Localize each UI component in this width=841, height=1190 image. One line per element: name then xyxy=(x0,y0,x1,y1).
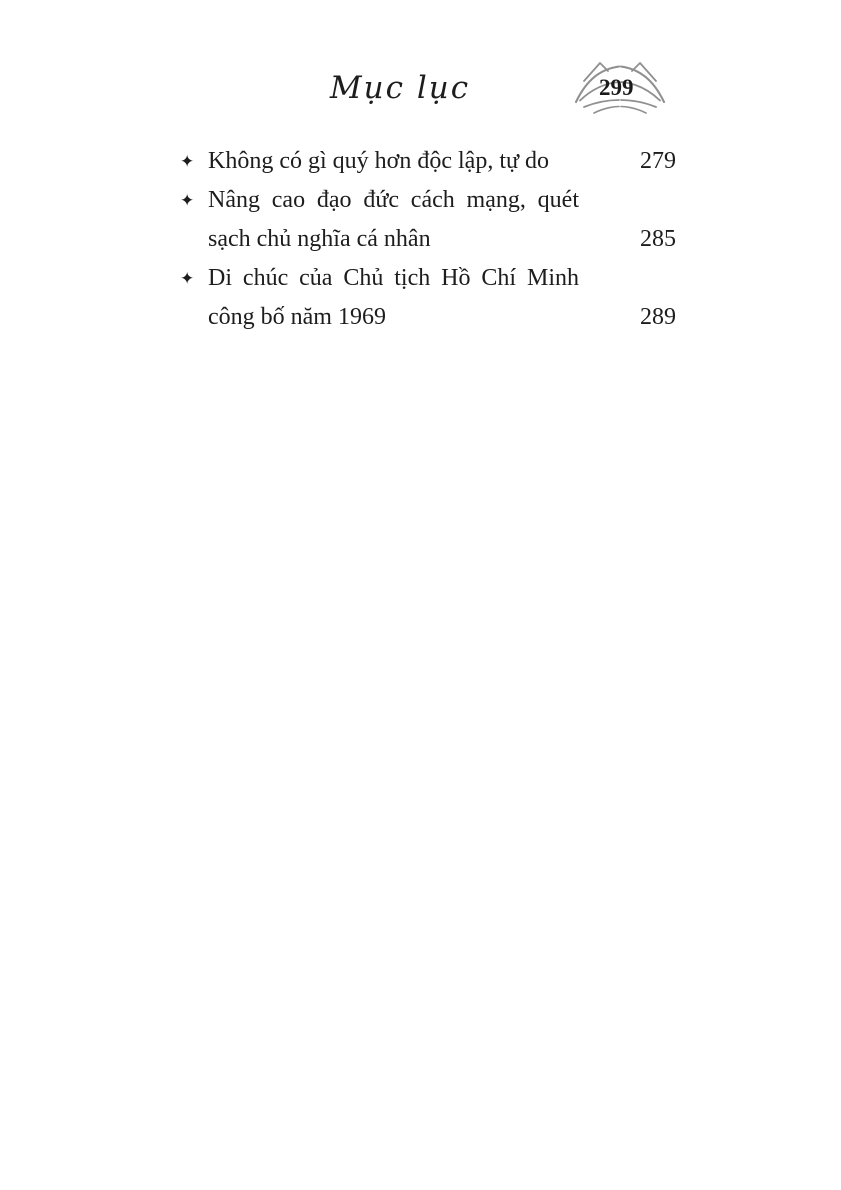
toc-entry xyxy=(180,181,676,259)
toc-entry-page-number: 285 xyxy=(640,226,676,252)
toc-entry-title: Di chúc của Chủ tịch Hồ Chí Minh công bố năm 1969 xyxy=(208,265,579,330)
page-title: Mục lục xyxy=(329,70,471,106)
page-number-badge xyxy=(573,60,667,118)
star-bullet-icon: ✦ xyxy=(180,152,195,171)
open-book-icon xyxy=(573,60,667,118)
toc-entry xyxy=(180,259,676,337)
star-bullet-icon: ✦ xyxy=(180,269,195,288)
toc-entry-page-number: 279 xyxy=(640,148,676,174)
toc-entry-title: Nâng cao đạo đức cách mạng, quét sạch chủ nghĩa cá nhân xyxy=(208,187,579,252)
toc-entry xyxy=(180,142,676,181)
star-bullet-icon: ✦ xyxy=(180,191,195,210)
corner-page-number: 299 xyxy=(599,75,634,100)
toc-list xyxy=(180,142,676,337)
toc-entry-page-number: 289 xyxy=(640,304,676,330)
toc-entry-title: Không có gì quý hơn độc lập, tự do xyxy=(208,148,549,174)
